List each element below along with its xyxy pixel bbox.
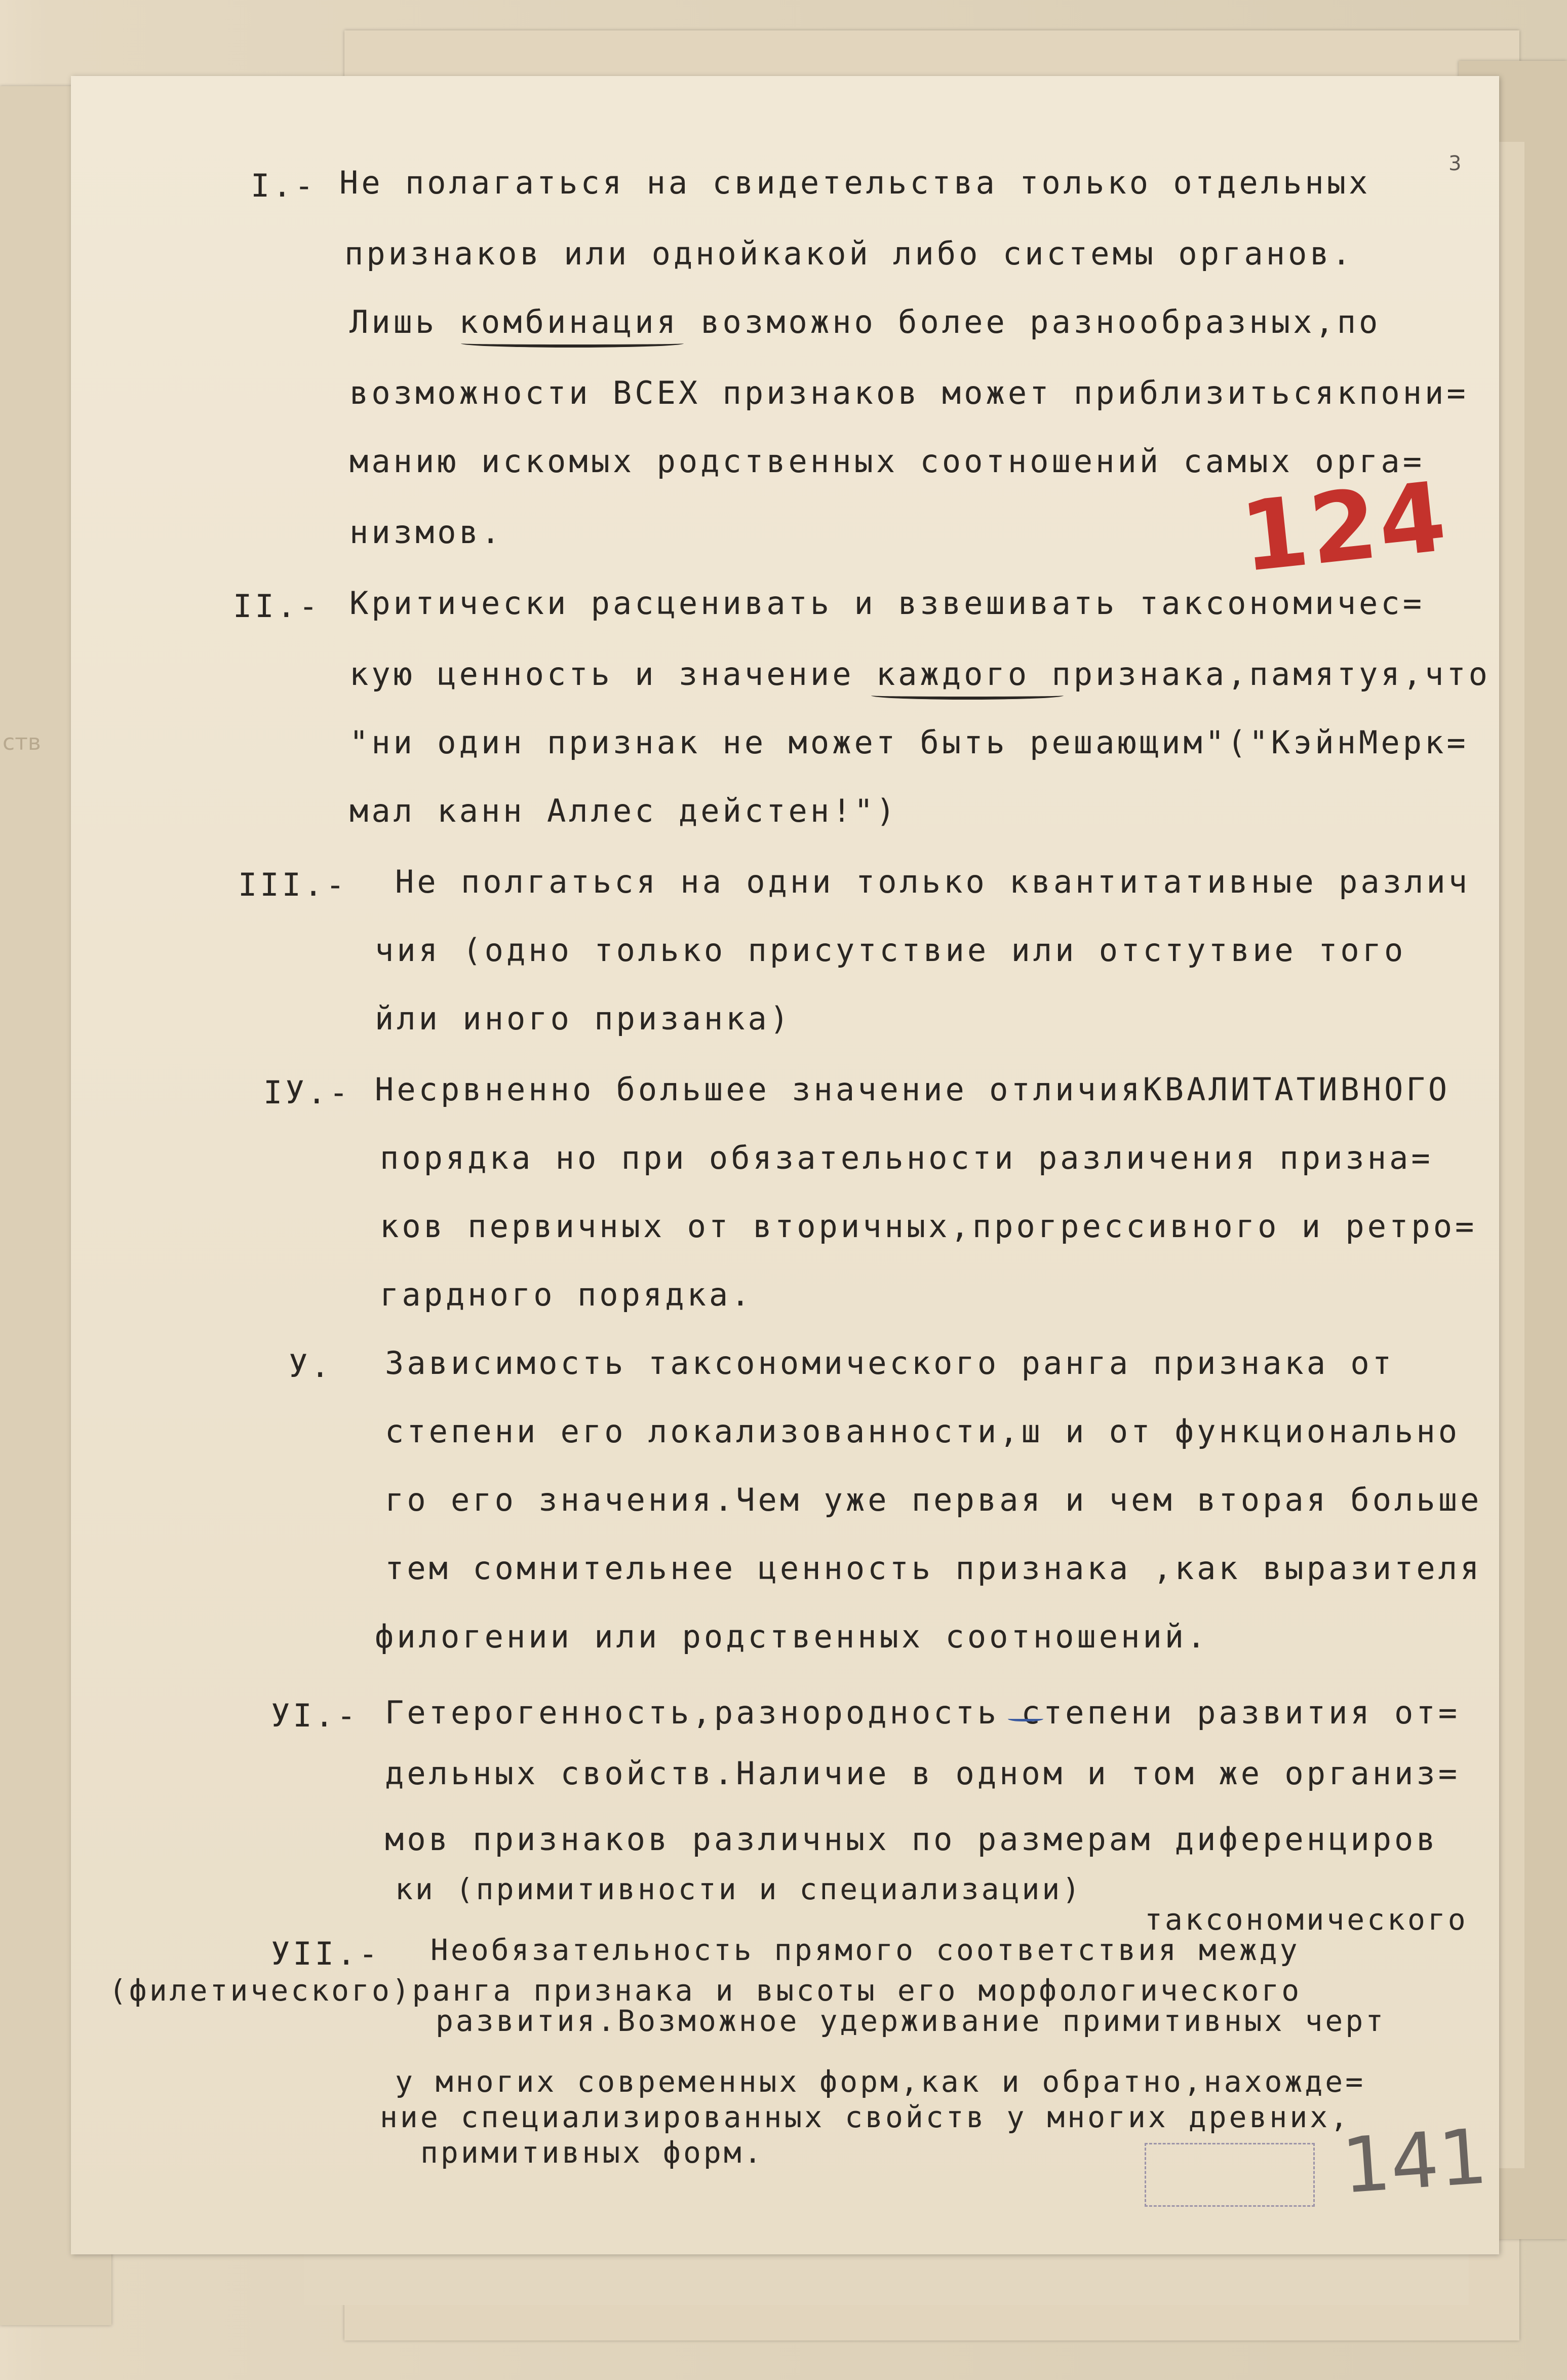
item-6-line-1: Гетерогенность,разнородность степени развития от=	[385, 1694, 1461, 1731]
pencil-archive-number: 141	[1339, 2113, 1491, 2211]
item-3-line-2: чия (одно только присутствие или отстутвие того	[375, 932, 1406, 969]
item-7-line-3: развития.Возможное удерживание примитивных черт	[436, 2004, 1386, 2038]
item-1-line-2: признаков или однойкакой либо системы органов.	[344, 235, 1354, 272]
faded-stamp	[1145, 2143, 1315, 2207]
red-archive-number: 124	[1235, 460, 1454, 594]
item-7-insert-above: таксономического	[1145, 1902, 1468, 1937]
item-5-line-3: го его значения.Чем уже первая и чем вторая больше	[385, 1481, 1482, 1518]
item-5-line-2: степени его локализованности,ш и от функционально	[385, 1413, 1461, 1450]
handwritten-underline	[461, 339, 684, 348]
item-7-line-6: примитивных форм.	[420, 2135, 764, 2170]
item-label-6: УI.-	[271, 1697, 359, 1734]
item-4-line-3: ков первичных от вторичных,прогрессивного и ретро=	[380, 1208, 1477, 1245]
item-6-line-3: мов признаков различных по размерам диференциров	[385, 1821, 1438, 1858]
item-7-line-1: Необязательность прямого соответствия между	[430, 1933, 1300, 1967]
item-label-5: У.	[289, 1348, 333, 1385]
item-1-line-3: Лишь комбинация возможно более разнообразных,по	[349, 303, 1381, 340]
item-2-line-3: "ни один признак не может быть решающим"("КэйнМерк=	[349, 724, 1469, 761]
item-4-line-2: порядка но при обязательности различения призна=	[380, 1139, 1433, 1176]
item-1-line-5: манию искомых родственных соотношений самых орга=	[349, 443, 1425, 480]
item-label-2: II.-	[233, 588, 321, 625]
item-4-line-1: Несрвненно большее значение отличияКВАЛИТАТИВНОГО	[375, 1071, 1451, 1108]
item-label-1: I.-	[251, 167, 317, 204]
item-1-line-1: Не полагаться на свидетельства только отдельных	[339, 164, 1371, 201]
handwritten-underline	[871, 692, 1064, 700]
item-5-line-4: тем сомнительнее ценность признака ,как выразителя	[385, 1550, 1482, 1587]
margin-ghost-text: ств	[3, 730, 41, 755]
item-3-line-1: Не полгаться на одни только квантитативные различ	[395, 863, 1471, 900]
item-6-line-4: ки (примитивности и специализации)	[395, 1872, 1083, 1906]
corner-mark: 3	[1448, 152, 1462, 175]
pen-mark	[1008, 1715, 1043, 1721]
item-label-3: III.-	[238, 866, 348, 903]
item-5-line-5: филогении или родственных соотношений.	[375, 1618, 1209, 1655]
item-4-line-4: гардного порядка.	[380, 1276, 753, 1313]
item-7-line-4: у многих современных форм,как и обратно,нахожде=	[395, 2064, 1366, 2099]
item-1-line-6: низмов.	[349, 514, 503, 551]
item-2-line-1: Критически расценивать и взвешивать таксономичес=	[349, 585, 1425, 622]
item-7-line-2: (филетического)ранга признака и высоты его морфологического	[109, 1973, 1302, 2008]
item-2-line-2: кую ценность и значение каждого признака,памятуя,что	[349, 656, 1491, 693]
item-label-7: УII.-	[271, 1935, 381, 1972]
item-5-line-1: Зависимость таксономического ранга признака от	[385, 1345, 1395, 1381]
item-2-line-4: мал канн Аллес дейстен!")	[349, 792, 898, 829]
item-7-line-5: ние специализированных свойств у многих древних,	[380, 2100, 1351, 2134]
item-6-line-2: дельных свойств.Наличие в одном и том же организ=	[385, 1755, 1461, 1792]
item-3-line-3: йли иного призанка)	[375, 1000, 792, 1037]
item-1-line-4: возможности ВСЕХ признаков может приблизитьсякпони=	[349, 374, 1469, 411]
item-label-4: IУ.-	[263, 1074, 351, 1111]
